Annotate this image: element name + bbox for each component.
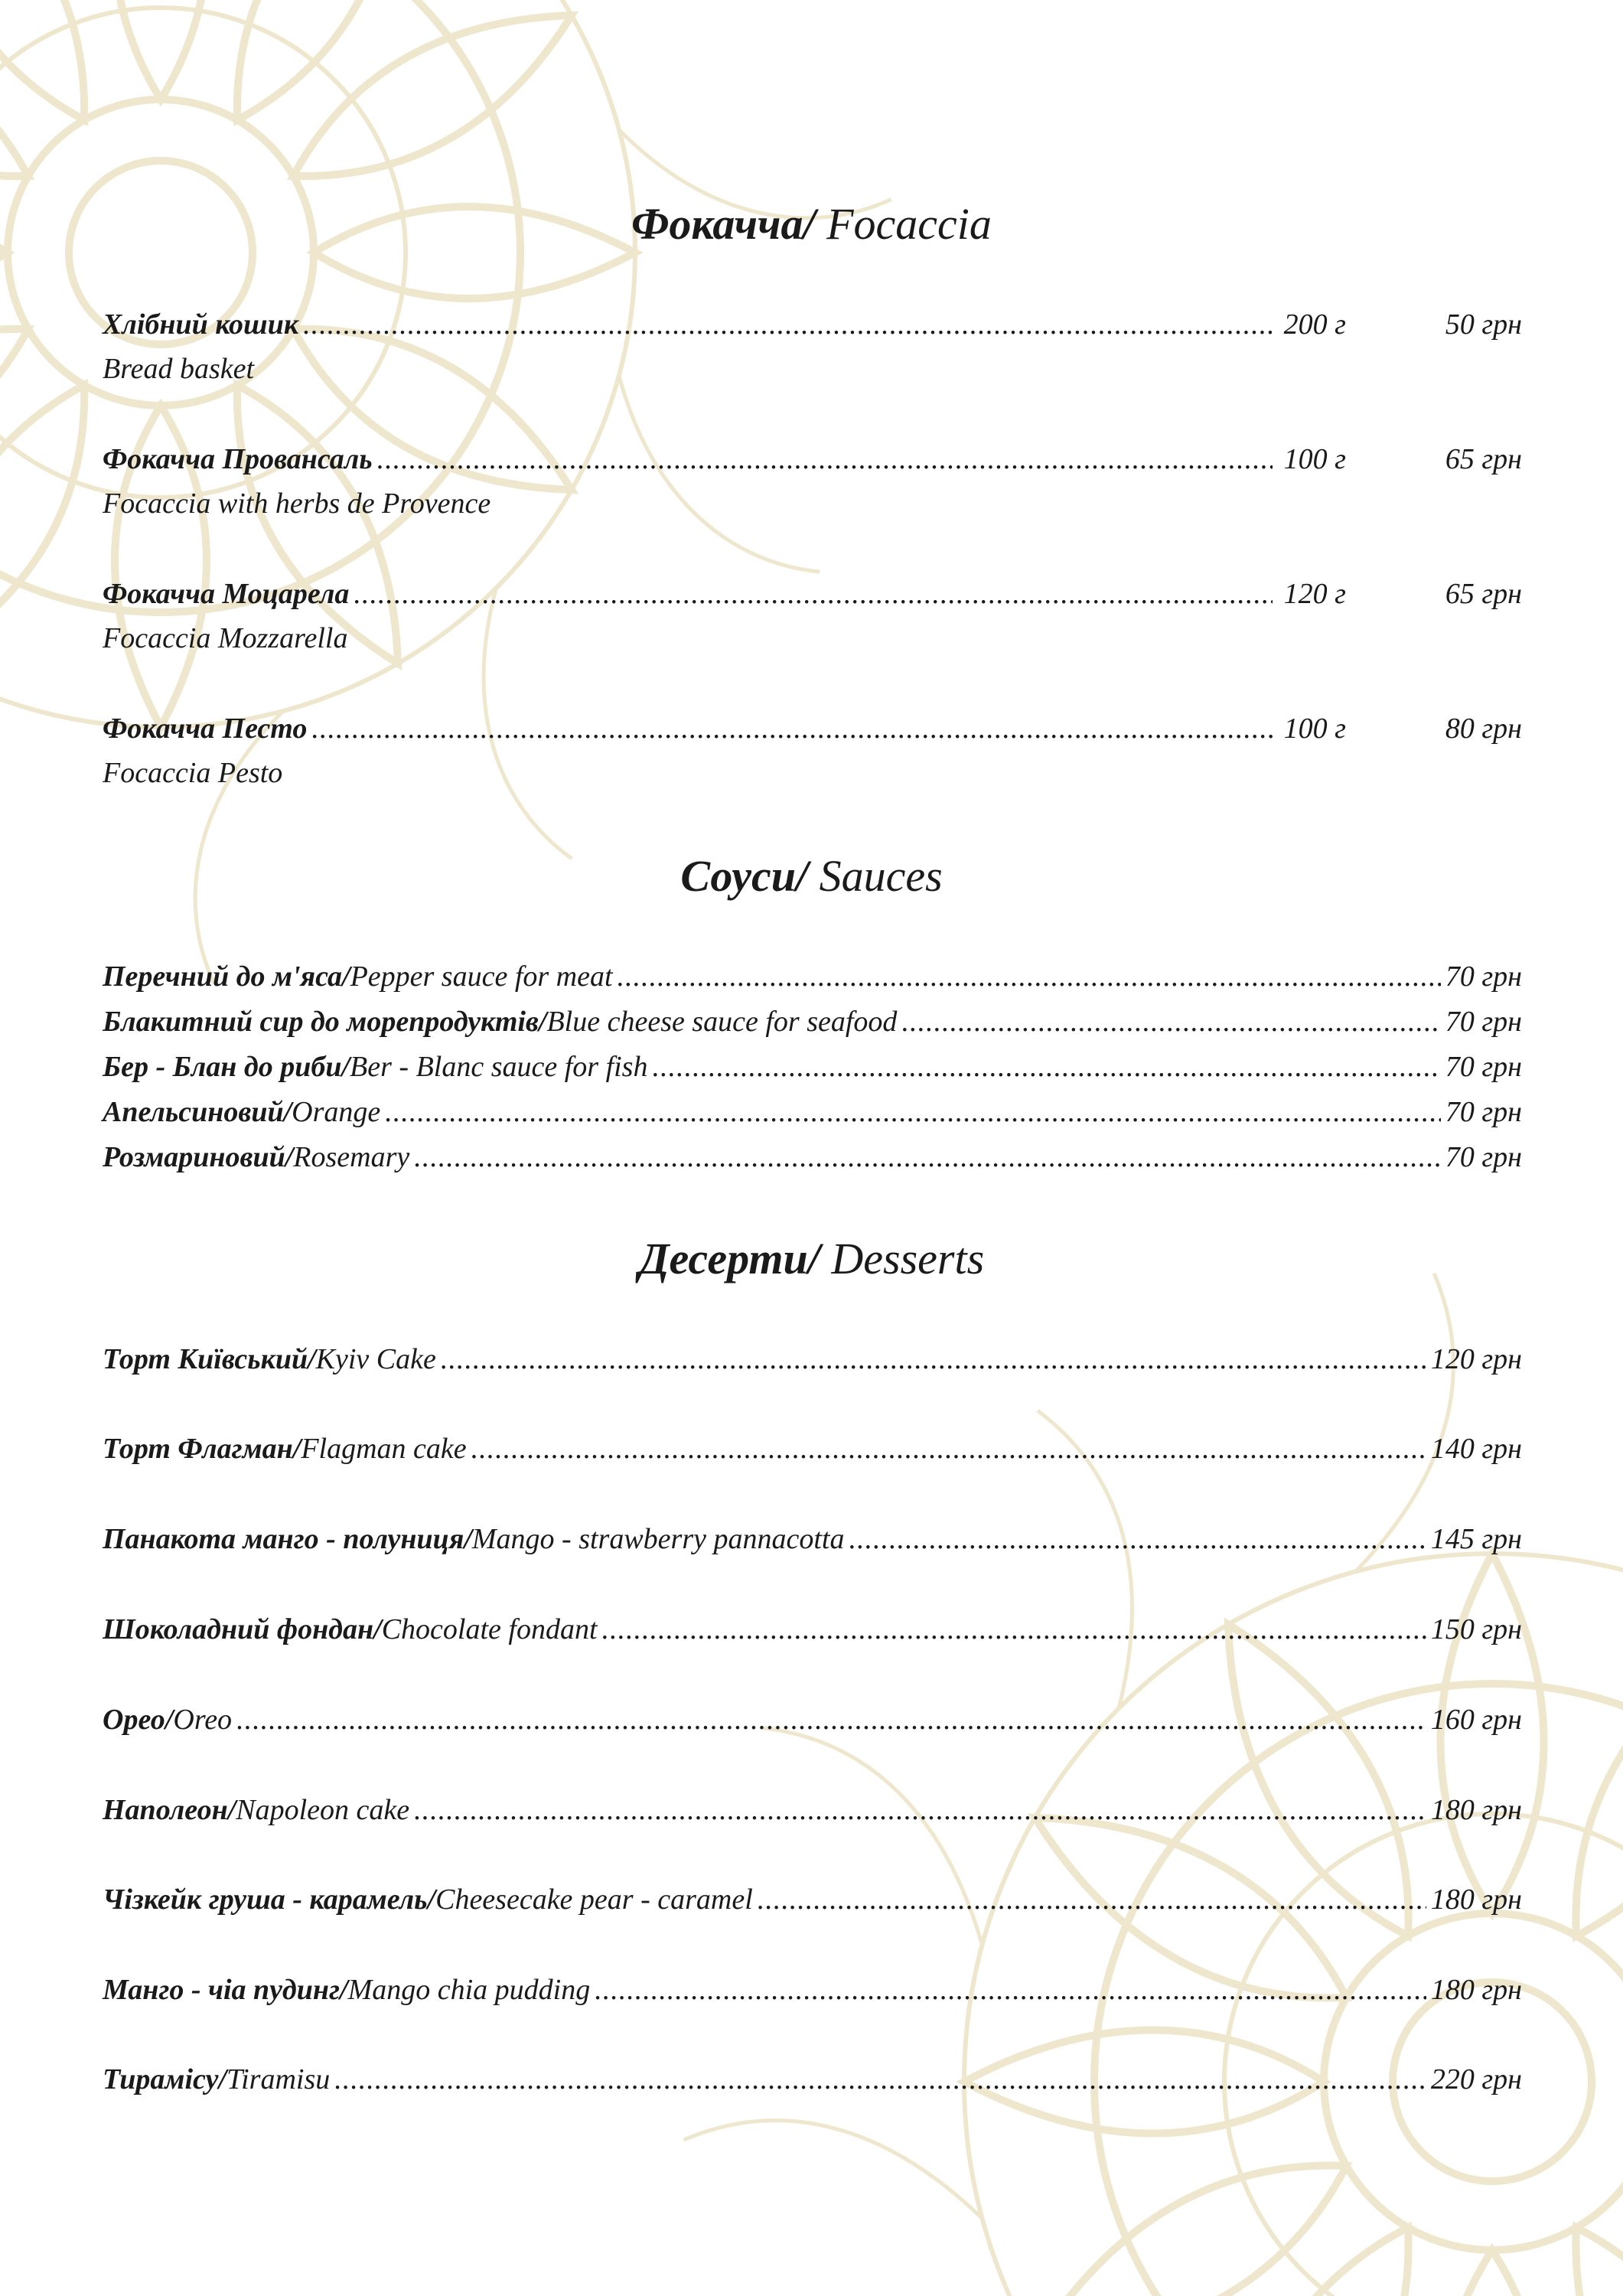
item-name-en: Oreo <box>173 1704 233 1736</box>
item-name: Бер - Блан до риби/ <box>103 1051 350 1083</box>
item-price: 220 грн <box>1430 2063 1522 2095</box>
dot-leader <box>441 1337 1426 1381</box>
dot-leader <box>602 1607 1426 1652</box>
item-name: Торт Київський/ <box>103 1343 316 1375</box>
item-price: 150 грн <box>1430 1613 1522 1645</box>
dot-leader <box>471 1427 1426 1471</box>
item-name-en: Ber - Blanc sauce for fish <box>350 1051 648 1083</box>
item-name: Орео/ <box>103 1704 174 1736</box>
menu-item <box>103 1427 1522 1471</box>
dot-leader <box>334 2057 1426 2102</box>
item-name: Панакота манго - полуниця/ <box>103 1523 472 1555</box>
menu-item <box>103 1698 1522 1742</box>
menu-item <box>103 1090 1522 1134</box>
item-price: 65 грн <box>1445 578 1522 610</box>
item-name: Манго - чіа пудинг/ <box>103 1974 348 2006</box>
menu-item <box>103 1000 1522 1044</box>
item-price: 180 грн <box>1430 1794 1522 1826</box>
item-name-en: Orange <box>292 1096 381 1128</box>
item-name: Фокачча Песто <box>103 713 308 745</box>
section-title-sauces <box>0 850 1623 903</box>
item-name-en: Kyiv Cake <box>315 1343 436 1375</box>
dot-leader <box>901 1000 1440 1044</box>
item-weight: 100 г <box>1283 713 1346 745</box>
item-name: Перечний до м'яса/ <box>103 960 350 993</box>
menu-item <box>103 1517 1522 1561</box>
item-name: Тирамісу/ <box>103 2063 227 2095</box>
section-title-desserts <box>0 1232 1623 1286</box>
item-name-en: Napoleon cake <box>236 1794 410 1826</box>
dot-leader <box>385 1090 1441 1134</box>
item-price: 180 грн <box>1430 1883 1522 1916</box>
item-name-en: Focaccia with herbs de Provence <box>103 488 491 520</box>
item-price: 80 грн <box>1445 713 1522 745</box>
menu-item <box>103 1877 1522 1922</box>
menu-item <box>103 1607 1522 1652</box>
item-weight: 100 г <box>1283 443 1346 475</box>
section-title-ua: Фокачча/ <box>631 199 816 249</box>
section-title-focaccia <box>0 197 1623 251</box>
item-name: Фокачча Моцарела <box>103 578 350 610</box>
menu-item <box>103 437 1522 526</box>
item-name-en: Rosemary <box>293 1141 410 1173</box>
item-name-en: Focaccia Mozzarella <box>103 622 348 654</box>
dot-leader <box>758 1877 1426 1922</box>
menu-item <box>103 706 1522 795</box>
menu-item <box>103 954 1522 999</box>
dot-leader <box>652 1045 1440 1089</box>
item-price: 120 грн <box>1430 1343 1522 1375</box>
menu-item <box>103 302 1522 391</box>
item-name-en: Blue cheese sauce for seafood <box>546 1006 898 1038</box>
dot-leader <box>354 572 1273 616</box>
item-price: 160 грн <box>1430 1704 1522 1736</box>
item-name: Чізкейк груша - карамель/ <box>103 1883 436 1916</box>
item-name: Апельсиновий/ <box>103 1096 292 1128</box>
menu-item <box>103 1788 1522 1832</box>
item-price: 145 грн <box>1430 1523 1522 1555</box>
menu-item <box>103 1337 1522 1381</box>
item-name-en: Mango chia pudding <box>347 1974 591 2006</box>
item-price: 70 грн <box>1445 960 1522 993</box>
dot-leader <box>236 1698 1426 1742</box>
item-name-en: Focaccia Pesto <box>103 757 283 789</box>
section-title-ua: Соуси/ <box>680 851 809 901</box>
dot-leader <box>311 706 1273 751</box>
section-title-ua: Десерти/ <box>638 1234 820 1283</box>
menu-item <box>103 1135 1522 1179</box>
item-name: Шоколадний фондан/ <box>103 1613 382 1645</box>
item-price: 140 грн <box>1430 1433 1522 1465</box>
dot-leader <box>414 1135 1441 1179</box>
item-price: 65 грн <box>1445 443 1522 475</box>
item-price: 70 грн <box>1445 1141 1522 1173</box>
item-name: Блакитний сир до морепродуктів/ <box>103 1006 547 1038</box>
item-name: Розмариновий/ <box>103 1141 294 1173</box>
item-name: Торт Флагман/ <box>103 1433 301 1465</box>
section-title-en: Sauces <box>819 851 943 901</box>
item-weight: 120 г <box>1283 578 1346 610</box>
item-name: Наполеон/ <box>103 1794 236 1826</box>
item-price: 180 грн <box>1430 1974 1522 2006</box>
section-title-en: Desserts <box>831 1234 985 1283</box>
item-name: Хлібний кошик <box>103 308 299 341</box>
item-name: Фокачча Провансаль <box>103 443 373 475</box>
item-name-en: Chocolate fondant <box>381 1613 598 1645</box>
section-title-en: Focaccia <box>826 199 992 249</box>
dot-leader <box>303 302 1273 347</box>
menu-item <box>103 1045 1522 1089</box>
dot-leader <box>849 1517 1426 1561</box>
item-name-en: Tiramisu <box>227 2063 331 2095</box>
menu-item <box>103 2057 1522 2102</box>
item-weight: 200 г <box>1283 308 1346 341</box>
menu-item <box>103 1968 1522 2012</box>
menu-item <box>103 572 1522 660</box>
item-price: 70 грн <box>1445 1051 1522 1083</box>
dot-leader <box>414 1788 1426 1832</box>
dot-leader <box>595 1968 1426 2012</box>
item-price: 70 грн <box>1445 1006 1522 1038</box>
item-price: 70 грн <box>1445 1096 1522 1128</box>
item-name-en: Flagman cake <box>301 1433 467 1465</box>
item-name-en: Bread basket <box>103 353 255 385</box>
item-name-en: Pepper sauce for meat <box>350 960 613 993</box>
dot-leader <box>377 437 1273 481</box>
item-price: 50 грн <box>1445 308 1522 341</box>
item-name-en: Mango - strawberry pannacotta <box>471 1523 845 1555</box>
item-name-en: Cheesecake pear - caramel <box>435 1883 753 1916</box>
dot-leader <box>618 954 1441 999</box>
